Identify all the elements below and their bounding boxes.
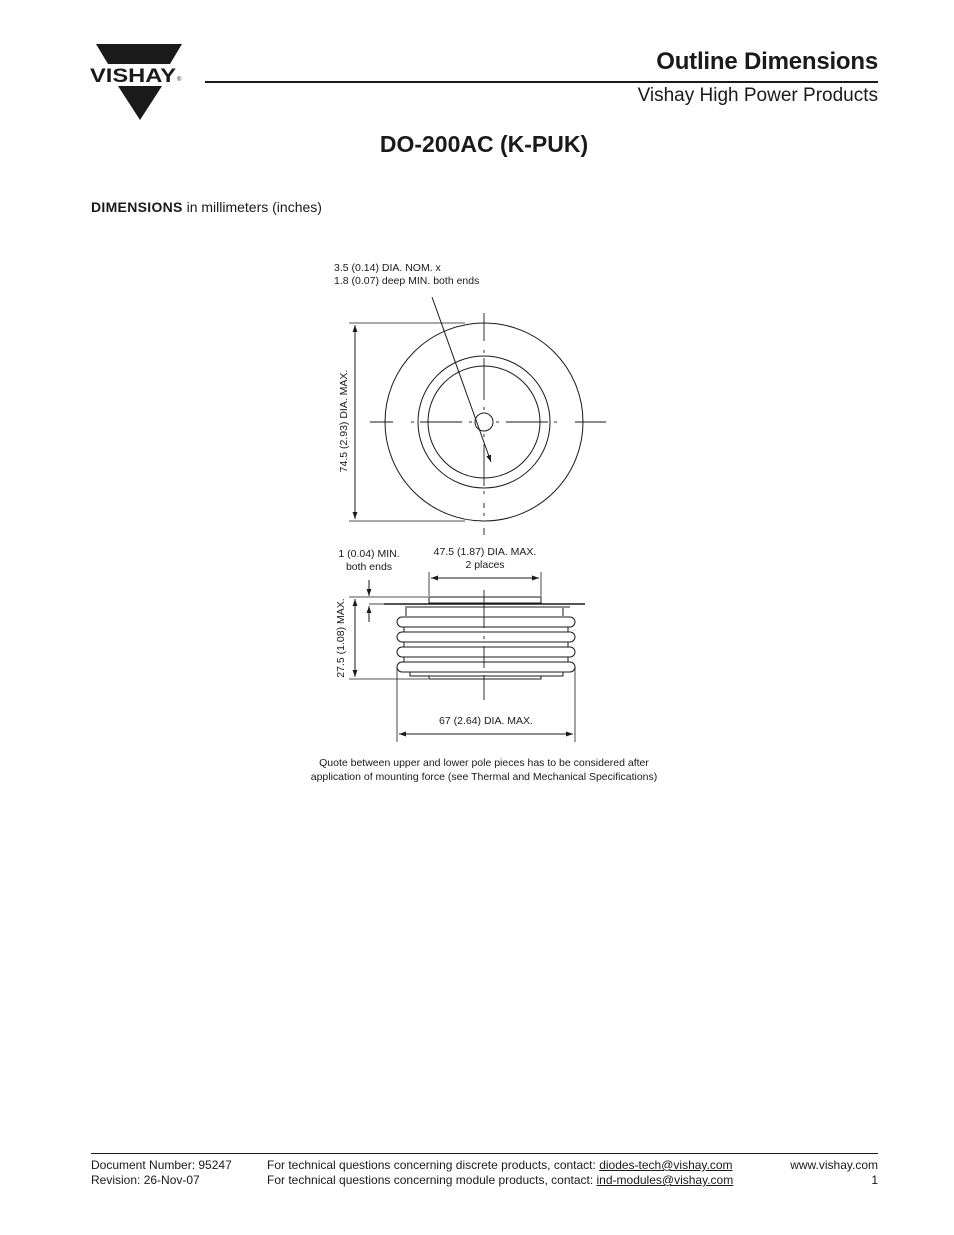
center-hole bbox=[475, 413, 493, 431]
fin-3 bbox=[397, 647, 575, 657]
footer-contacts bbox=[267, 1158, 733, 1188]
dimensions-heading-units: in millimeters (inches) bbox=[182, 199, 322, 215]
height-label: 27.5 (1.08) MAX. bbox=[335, 598, 347, 678]
svg-text:®: ® bbox=[177, 77, 182, 83]
discrete-contact bbox=[267, 1158, 733, 1173]
logo-text: VISHAY bbox=[90, 66, 177, 87]
package-title: DO-200AC (K-PUK) bbox=[379, 131, 589, 157]
mounting-note-line1: Quote between upper and lower pole pieces has to be considered after bbox=[319, 757, 649, 769]
footer-rule bbox=[91, 1153, 878, 1154]
body-dia-label: 67 (2.64) DIA. MAX. bbox=[439, 715, 533, 727]
pole-dia-label-line2: 2 places bbox=[465, 559, 505, 571]
hole-note-line1: 3.5 (0.14) DIA. NOM. x bbox=[334, 262, 441, 274]
document-number: Document Number: 95247 bbox=[91, 1158, 232, 1172]
outer-dia-label: 74.5 (2.93) DIA. MAX. bbox=[338, 369, 350, 473]
fin-1 bbox=[397, 617, 575, 627]
discrete-contact-text: For technical questions concerning discrete products, contact: bbox=[267, 1158, 600, 1172]
footer-site bbox=[790, 1158, 878, 1188]
revision: Revision: 26-Nov-07 bbox=[91, 1173, 200, 1187]
hole-leader bbox=[432, 297, 491, 462]
top-view bbox=[349, 297, 606, 535]
page-subtitle: Vishay High Power Products bbox=[637, 85, 878, 106]
recess-label-line1: 1 (0.04) MIN. bbox=[338, 548, 400, 560]
lower-pole-piece bbox=[429, 676, 541, 679]
page-title: Outline Dimensions bbox=[656, 48, 878, 75]
fin-2 bbox=[397, 632, 575, 642]
center-lines bbox=[370, 313, 606, 535]
upper-shoulder bbox=[406, 608, 563, 616]
upper-pole-piece bbox=[429, 597, 541, 603]
discrete-email-link[interactable]: diodes-tech@vishay.com bbox=[599, 1158, 733, 1172]
website-link[interactable]: www.vishay.com bbox=[790, 1158, 878, 1172]
dimensions-heading-bold: DIMENSIONS bbox=[91, 199, 183, 215]
hole-note-line2: 1.8 (0.07) deep MIN. both ends bbox=[334, 275, 480, 287]
footer-doc-info bbox=[91, 1158, 232, 1188]
recess-label-line2: both ends bbox=[345, 561, 393, 573]
lower-flange bbox=[410, 672, 563, 676]
module-contact bbox=[267, 1173, 733, 1188]
fin-4 bbox=[397, 662, 575, 672]
pole-dia-label-line1: 47.5 (1.87) DIA. MAX. bbox=[433, 546, 537, 558]
module-email-link[interactable]: ind-modules@vishay.com bbox=[596, 1173, 734, 1187]
module-contact-text: For technical questions concerning module products, contact: bbox=[267, 1173, 597, 1187]
page-number: 1 bbox=[871, 1173, 878, 1187]
mounting-note-line2: application of mounting force (see Thermal and Mechanical Specifications) bbox=[310, 771, 658, 783]
